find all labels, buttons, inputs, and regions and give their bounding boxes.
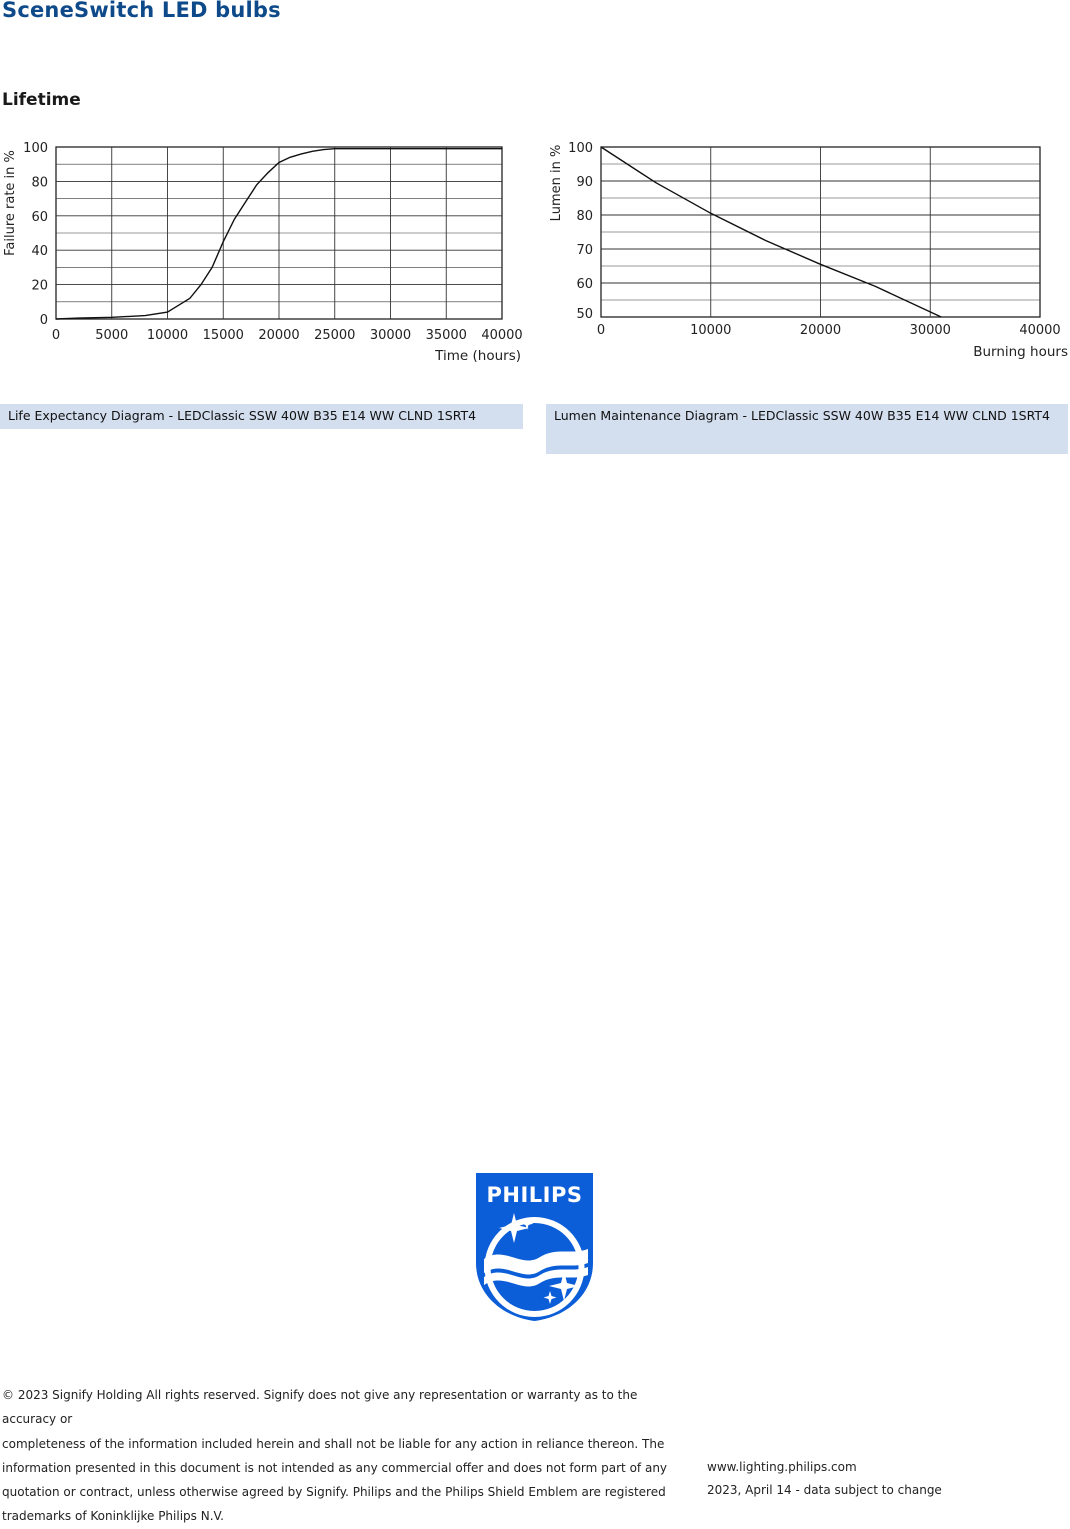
y-tick-label: 70 bbox=[576, 243, 593, 258]
x-axis-label: Time (hours) bbox=[435, 348, 521, 364]
x-axis-label: Burning hours bbox=[973, 344, 1068, 360]
footer-meta bbox=[707, 1456, 1007, 1502]
y-tick-labels bbox=[23, 141, 48, 328]
legal-notice bbox=[2, 1383, 692, 1529]
x-tick-labels bbox=[597, 323, 1061, 338]
lumen-maintenance-chart bbox=[540, 130, 1070, 375]
logo-text: PHILIPS bbox=[486, 1183, 583, 1207]
life-expectancy-chart bbox=[0, 130, 535, 375]
x-tick-label: 10000 bbox=[146, 328, 189, 343]
y-tick-label: 80 bbox=[31, 175, 48, 191]
legal-line: trademarks of Koninklijke Philips N.V. bbox=[2, 1509, 224, 1524]
x-tick-label: 25000 bbox=[314, 328, 356, 343]
y-tick-labels bbox=[568, 141, 593, 322]
x-tick-label: 35000 bbox=[425, 328, 467, 343]
y-tick-label: 80 bbox=[576, 209, 593, 224]
lumen-maintenance-caption: Lumen Maintenance Diagram - LEDClassic SSW 40W B35 E14 WW CLND 1SRT4 bbox=[546, 404, 1068, 454]
x-tick-label: 30000 bbox=[909, 323, 951, 338]
life-expectancy-caption: Life Expectancy Diagram - LEDClassic SSW 40W B35 E14 WW CLND 1SRT4 bbox=[0, 404, 523, 429]
y-tick-label: 100 bbox=[23, 141, 48, 156]
document-title: SceneSwitch LED bulbs bbox=[2, 0, 281, 22]
y-axis-label: Lumen in % bbox=[549, 144, 564, 222]
y-tick-label: 40 bbox=[31, 244, 48, 260]
legal-line: quotation or contract, unless otherwise agreed by Signify. Philips and the Philips Shield Emblem are registered bbox=[2, 1485, 666, 1500]
x-tick-label: 30000 bbox=[369, 328, 412, 343]
website-link[interactable]: www.lighting.philips.com bbox=[707, 1460, 857, 1474]
y-axis-label: Failure rate in % bbox=[3, 150, 18, 256]
philips-shield-icon bbox=[474, 1171, 595, 1323]
x-tick-label: 10000 bbox=[690, 323, 732, 338]
section-title-lifetime: Lifetime bbox=[2, 90, 81, 110]
x-tick-label: 15000 bbox=[202, 328, 244, 343]
x-tick-label: 0 bbox=[51, 328, 61, 343]
x-tick-label: 5000 bbox=[95, 328, 129, 343]
legal-line: © 2023 Signify Holding All rights reserved. Signify does not give any representation or warranty as to the accuracy or bbox=[2, 1388, 638, 1427]
legal-line: information presented in this document is not intended as any commercial offer and does not form part of any bbox=[2, 1460, 668, 1475]
y-tick-label: 20 bbox=[31, 278, 48, 294]
x-tick-labels bbox=[52, 328, 523, 343]
x-tick-label: 40000 bbox=[481, 328, 523, 343]
x-tick-label: 0 bbox=[596, 323, 606, 338]
grid bbox=[56, 147, 502, 319]
legal-line: completeness of the information included herein and shall not be liable for any action in reliance thereon. The bbox=[2, 1436, 665, 1451]
date-note: 2023, April 14 - data subject to change bbox=[707, 1483, 942, 1497]
y-tick-label: 60 bbox=[31, 209, 48, 225]
grid bbox=[601, 147, 1040, 317]
y-tick-label: 60 bbox=[576, 277, 593, 292]
x-tick-label: 20000 bbox=[799, 323, 842, 338]
x-tick-label: 40000 bbox=[1019, 323, 1061, 338]
y-tick-label: 100 bbox=[568, 141, 593, 156]
x-tick-label: 20000 bbox=[258, 328, 300, 343]
y-tick-label: 50 bbox=[576, 307, 593, 322]
y-tick-label: 0 bbox=[39, 313, 48, 328]
y-tick-label: 90 bbox=[576, 175, 593, 190]
